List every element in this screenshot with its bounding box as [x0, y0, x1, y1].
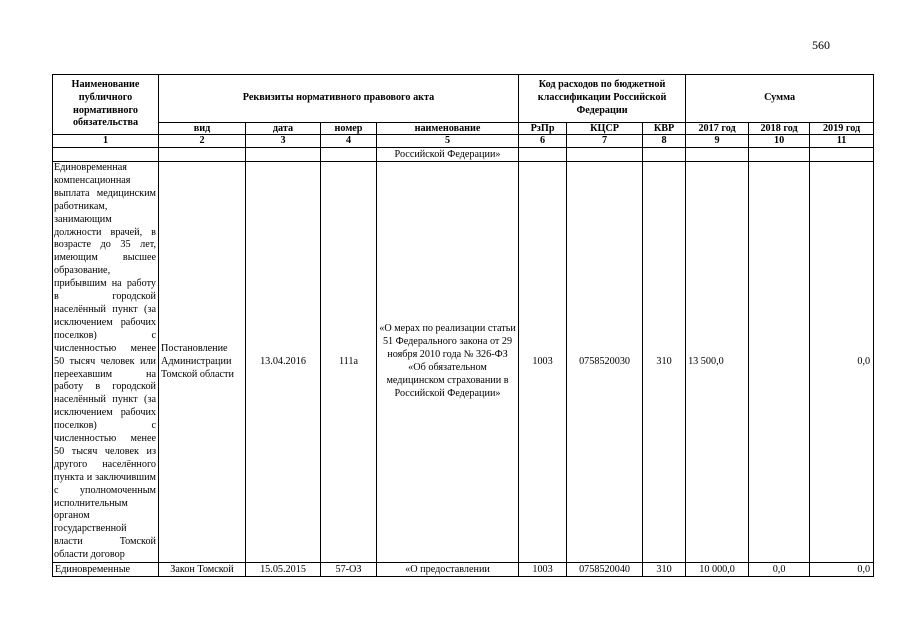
subheader-date: дата	[246, 123, 321, 135]
rzpr-code: 1003	[519, 563, 567, 577]
kvr-code: 310	[643, 563, 686, 577]
header-obligation-name: Наименование публичного нормативного обязательства	[53, 75, 159, 135]
subheader-name: наименование	[377, 123, 519, 135]
sum-2017: 10 000,0	[686, 563, 749, 577]
act-name: «О предоставлении	[377, 563, 519, 577]
column-number: 10	[749, 135, 810, 148]
table-row	[53, 563, 874, 577]
column-number: 9	[686, 135, 749, 148]
sum-2019: 0,0	[810, 563, 874, 577]
act-type: Постановление Администрации Томской области	[159, 162, 246, 563]
subheader-number: номер	[321, 123, 377, 135]
cell	[53, 148, 159, 162]
column-number: 11	[810, 135, 874, 148]
act-name-continuation: Российской Федерации»	[377, 148, 519, 162]
cell	[686, 148, 749, 162]
sum-2017: 13 500,0	[686, 162, 749, 563]
public-obligations-table	[52, 74, 874, 577]
act-number: 111а	[321, 162, 377, 563]
act-name: «О мерах по реализации статьи 51 Федерального закона от 29 ноября 2010 года № 326-ФЗ «Об обязательном медицинском страховании в Российской Федерации»	[377, 162, 519, 563]
column-number: 1	[53, 135, 159, 148]
sum-2018: 0,0	[749, 563, 810, 577]
obligation-name: Единовременная компенсационная выплата медицинским работникам, занимающим должности врачей, в возрасте до 35 лет, имеющим высшее образование, прибывшим на работу в городской населённый пункт (за исключением рабочих поселков) с численностью менее 50 тысяч человек или переехавшим на работу в городской населённый пункт (за исключением рабочих поселков) с численностью менее 50 тысяч человек из другого населённого пункта и заключившим с уполномоченным исполнительным органом государственной власти Томской области договор	[53, 162, 159, 563]
act-date: 15.05.2015	[246, 563, 321, 577]
column-number: 3	[246, 135, 321, 148]
cell	[643, 148, 686, 162]
act-type: Закон Томской	[159, 563, 246, 577]
subheader-row	[53, 123, 874, 135]
header-sum: Сумма	[686, 75, 874, 123]
column-number: 6	[519, 135, 567, 148]
cell	[321, 148, 377, 162]
cell	[519, 148, 567, 162]
subheader-kcsr: КЦСР	[567, 123, 643, 135]
kvr-code: 310	[643, 162, 686, 563]
subheader-2019: 2019 год	[810, 123, 874, 135]
column-number: 8	[643, 135, 686, 148]
rzpr-code: 1003	[519, 162, 567, 563]
cell	[810, 148, 874, 162]
kcsr-code: 0758520030	[567, 162, 643, 563]
subheader-2017: 2017 год	[686, 123, 749, 135]
column-number-row	[53, 135, 874, 148]
header-act-details: Реквизиты нормативного правового акта	[159, 75, 519, 123]
kcsr-code: 0758520040	[567, 563, 643, 577]
column-number: 5	[377, 135, 519, 148]
subheader-rzpr: РзПр	[519, 123, 567, 135]
table-row	[53, 162, 874, 563]
act-number: 57-ОЗ	[321, 563, 377, 577]
subheader-kvr: КВР	[643, 123, 686, 135]
column-number: 7	[567, 135, 643, 148]
cell	[246, 148, 321, 162]
cell	[567, 148, 643, 162]
header-row	[53, 75, 874, 123]
subheader-type: вид	[159, 123, 246, 135]
act-date: 13.04.2016	[246, 162, 321, 563]
column-number: 2	[159, 135, 246, 148]
cell	[159, 148, 246, 162]
page-number: 560	[812, 38, 830, 52]
cell	[749, 148, 810, 162]
column-number: 4	[321, 135, 377, 148]
obligation-name: Единовременные	[53, 563, 159, 577]
header-budget-code: Код расходов по бюджетной классификации Российской Федерации	[519, 75, 686, 123]
sum-2019: 0,0	[810, 162, 874, 563]
sum-2018	[749, 162, 810, 563]
continuation-row	[53, 148, 874, 162]
subheader-2018: 2018 год	[749, 123, 810, 135]
